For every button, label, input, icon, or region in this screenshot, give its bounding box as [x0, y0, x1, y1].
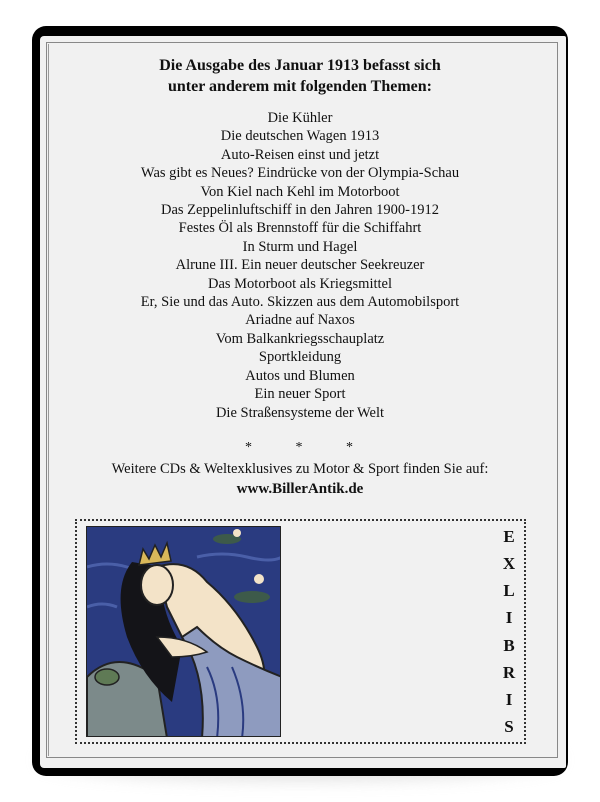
topic-item: Die deutschen Wagen 1913 — [220, 128, 380, 145]
exlibris-letter: I — [505, 689, 513, 709]
topic-item: Festes Öl als Brennstoff für die Schiffahrt — [178, 220, 422, 237]
heading-line-1: Die Ausgabe des Januar 1913 befasst sich — [159, 57, 441, 74]
separator-stars: * * * — [245, 439, 373, 455]
topic-item: Das Zeppelinluftschiff in den Jahren 1900-1912 — [161, 202, 439, 219]
topic-item: Die Straßensysteme der Welt — [215, 404, 385, 421]
exlibris-letter: E — [503, 527, 515, 546]
topic-item: Die Kühler — [267, 110, 333, 126]
topic-item: Von Kiel nach Kehl im Motorboot — [200, 183, 400, 200]
topic-item: Vom Balkankriegsschauplatz — [215, 330, 385, 347]
exlibris-letter: R — [502, 662, 516, 682]
exlibris-letter: B — [503, 635, 515, 655]
illustration-svg — [87, 527, 281, 737]
exlibris-letter: I — [505, 608, 513, 628]
topic-item: Was gibt es Neues? Eindrücke von der Olympia-Schau — [140, 165, 460, 182]
topic-item: Autos und Blumen — [245, 367, 355, 384]
exlibris-letter: X — [502, 554, 516, 574]
heading-line-2: unter anderem mit folgenden Themen: — [168, 78, 432, 95]
exlibris-letter: L — [503, 581, 515, 601]
website-link[interactable]: www.BillerAntik.de — [236, 480, 364, 497]
heading — [60, 55, 540, 97]
topic-item: Auto-Reisen einst und jetzt — [220, 146, 380, 163]
exlibris-illustration — [86, 526, 281, 737]
back-cover-text — [60, 55, 540, 500]
exlibris-vertical-text — [497, 527, 521, 737]
topic-item: Alrune III. Ein neuer deutscher Seekreuzer — [175, 257, 425, 274]
exlibris-letter: S — [504, 716, 514, 736]
topic-item: In Sturm und Hagel — [242, 238, 358, 255]
topic-item: Ariadne auf Naxos — [245, 312, 355, 329]
spine-line — [48, 44, 49, 756]
more-info-text: Weitere CDs & Weltexklusives zu Motor & Sport finden Sie auf: — [111, 460, 489, 477]
topic-item: Sportkleidung — [258, 349, 342, 366]
topic-item: Er, Sie und das Auto. Skizzen aus dem Automobilsport — [140, 294, 460, 311]
topic-item: Ein neuer Sport — [254, 386, 346, 403]
topic-list — [60, 109, 540, 422]
topic-item: Das Motorboot als Kriegsmittel — [207, 275, 393, 292]
